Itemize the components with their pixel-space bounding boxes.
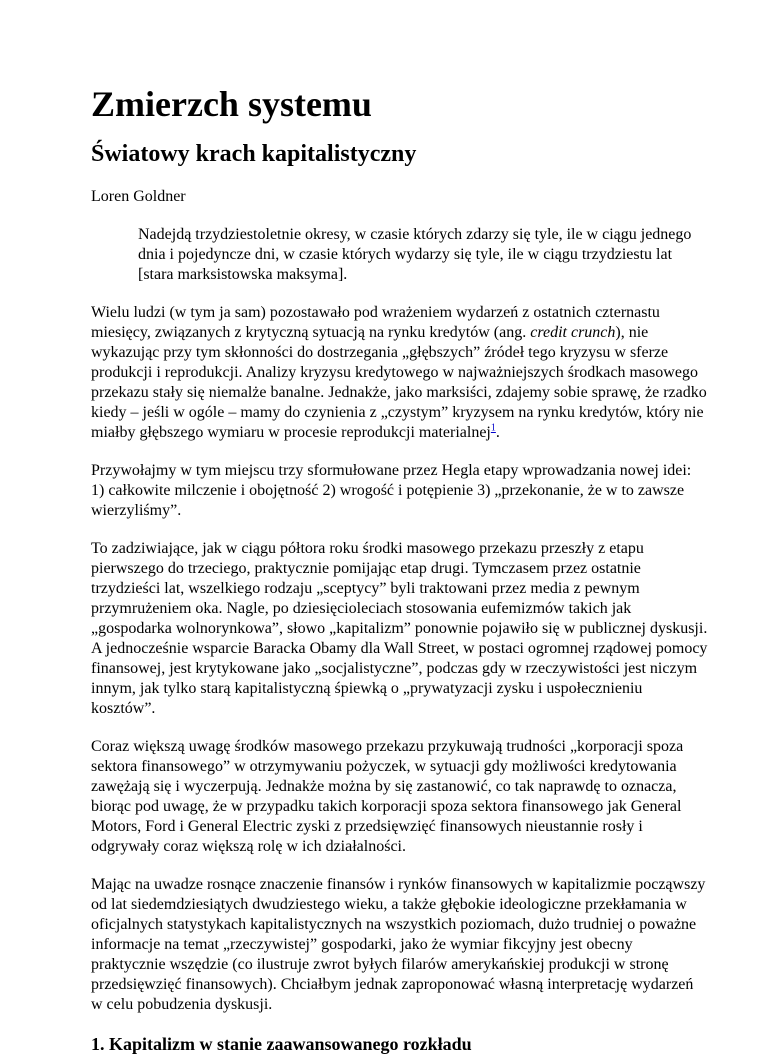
paragraph-5: Mając na uwadze rosnące znaczenie finansów i rynków finansowych w kapitalizmie począwszy od lat siedemdziesiątych dwudziestego wieku, a także głębokie ideologiczne przekłamania w oficjalnych statystykach kapitalistycznych na wszystkich poziomach, dużo trudniej o poważne informacje na temat „rzeczywistej” gospodarki, jako że wymiar fikcyjny jest obecny praktycznie wszędzie (co ilustruje zwrot byłych filarów amerykańskiej produkcji w stronę przedsięwzięć finansowych). Chciałbym jednak zaproponować własną interpretację wydarzeń w celu pobudzenia dyskusji. xyxy=(91,876,706,1013)
document-subtitle: Światowy krach kapitalistyczny xyxy=(91,141,417,167)
section-heading: 1. Kapitalizm w stanie zaawansowanego rozkładu xyxy=(91,1034,472,1054)
document-title: Zmierzch systemu xyxy=(91,84,372,124)
paragraph-4: Coraz większą uwagę środków masowego przekazu przykuwają trudności „korporacji spoza sektora finansowego” w otrzymywaniu pożyczek, w sytuacji gdy możliwości kredytowania zawężają się i wyczerpują. Jednakże można by się zastanowić, co tak naprawdę to oznacza, biorąc pod uwagę, że w przypadku takich korporacji spoza sektora finansowego jak General Motors, Ford i General Electric zyski z przedsięwzięć finansowych nieustannie rosły i odgrywały coraz większą rolę w ich działalności. xyxy=(91,738,684,855)
epigraph-quote: Nadejdą trzydziestoletnie okresy, w czasie których zdarzy się tyle, ile w ciągu jednego dnia i pojedyncze dni, w czasie których wydarzy się tyle, ile w ciągu trzydziestu lat [stara marksistowska maksyma]. xyxy=(138,226,692,283)
author-name: Loren Goldner xyxy=(91,188,186,205)
paragraph-1-text-middle: ), nie wykazując przy tym skłonności do dostrzegania „głębszych” źródeł tego kryzysu w sferze produkcji i reprodukcji. Analizy kryzysu kredytowego w najważniejszych środkach masowego przekazu stały się niemalże banalne. Jednakże, jako marksiści, zdajemy sobie sprawę, że rzadko kiedy – jeśli w ogóle – mamy do czynienia z „czystym” kryzysem na rynku kredytów, który nie miałby głębszego wymiaru w procesie reprodukcji materialnej xyxy=(91,324,707,441)
footnote-1-link[interactable]: 1 xyxy=(490,422,496,434)
paragraph-1-text-start: Wielu ludzi (w tym ja sam) pozostawało pod wrażeniem wydarzeń z ostatnich czternastu miesięcy, związanych z krytyczną sytuacją na rynku kredytów (ang. xyxy=(91,304,660,341)
paragraph-3: To zadziwiające, jak w ciągu półtora roku środki masowego przekazu przeszły z etapu pierwszego do trzeciego, praktycznie pomijając etap drugi. Tymczasem przez ostatnie trzydzieści lat, wszelkiego rodzaju „sceptycy” byli traktowani przez media z pewnym przymrużeniem oka. Nagle, po dziesięcioleciach stosowania eufemizmów takich jak „gospodarka wolnorynkowa”, słowo „kapitalizm” ponownie pojawiło się w publicznej dyskusji. A jednocześnie wsparcie Baracka Obamy dla Wall Street, w postaci ogromnej rządowej pomocy finansowej, jest krytykowane jako „socjalistyczne”, podczas gdy w rzeczywistości jest niczym innym, jak tylko starą kapitalistyczną śpiewką o „prywatyzacji zysku i uspołecznieniu kosztów”. xyxy=(91,540,708,717)
paragraph-1-italic-term: credit crunch xyxy=(530,324,616,341)
paragraph-1-text-end: . xyxy=(495,424,500,441)
paragraph-1 xyxy=(91,303,708,443)
paragraph-2: Przywołajmy w tym miejscu trzy sformułowane przez Hegla etapy wprowadzania nowej idei: 1) całkowite milczenie i obojętność 2) wrogość i potępienie 3) „przekonanie, że w to zawsze wierzyliśmy”. xyxy=(91,462,692,519)
